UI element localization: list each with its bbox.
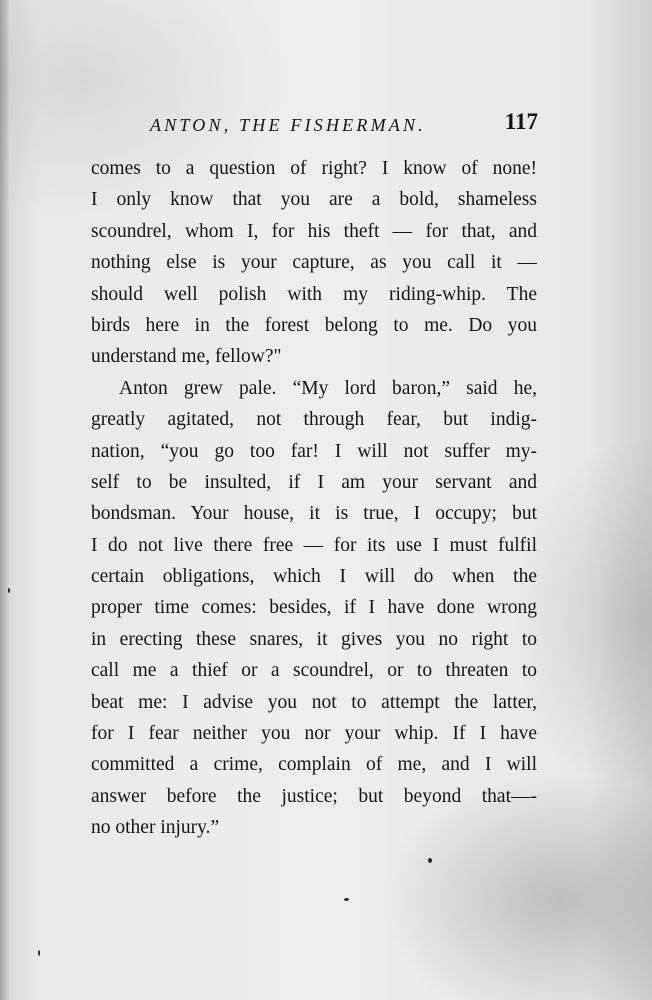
text-line: I only know that you are a bold, shameless: [91, 189, 537, 211]
text-line: call me a thief or a scoundrel, or to threaten to: [91, 660, 537, 682]
text-line: comes to a question of right? I know of none!: [91, 158, 537, 179]
ink-speck: [428, 858, 432, 863]
body-text: [91, 153, 537, 844]
text-line: nation, “you go too far! I will not suffer my-: [91, 440, 537, 462]
ink-speck: [344, 898, 349, 901]
text-line: for I fear neither you nor your whip. If I have: [91, 723, 537, 745]
text-line: proper time comes: besides, if I have done wrong: [91, 597, 537, 619]
text-line: Anton grew pale. “My lord baron,” said he,: [119, 377, 537, 399]
text-line: should well polish with my riding-whip. The: [91, 283, 537, 305]
text-line: in erecting these snares, it gives you no right to: [91, 628, 537, 650]
text-line: no other injury.”: [91, 817, 220, 839]
text-line: self to be insulted, if I am your servant and: [91, 471, 537, 493]
page-number: 117: [504, 109, 538, 134]
text-line: nothing else is your capture, as you call it —: [91, 252, 537, 274]
text-line: understand me, fellow?": [91, 346, 282, 368]
text-line: greatly agitated, not through fear, but indig-: [91, 409, 537, 431]
text-line: committed a crime, complain of me, and I will: [91, 754, 537, 776]
text-line: I do not live there free — for its use I must fulfil: [91, 534, 537, 556]
page-header: [150, 109, 542, 141]
page-binding-shadow: [0, 0, 10, 1000]
text-line: certain obligations, which I will do when the: [91, 566, 537, 588]
ink-speck: [38, 950, 40, 956]
text-line: bondsman. Your house, it is true, I occupy; but: [91, 503, 537, 525]
ink-speck: [8, 588, 10, 593]
running-head: ANTON, THE FISHERMAN.: [150, 115, 426, 135]
text-line: answer before the justice; but beyond that—-: [91, 785, 537, 807]
text-line: scoundrel, whom I, for his theft — for that, and: [91, 220, 537, 242]
text-line: birds here in the forest belong to me. Do you: [91, 314, 537, 336]
text-line: beat me: I advise you not to attempt the latter,: [91, 691, 537, 713]
